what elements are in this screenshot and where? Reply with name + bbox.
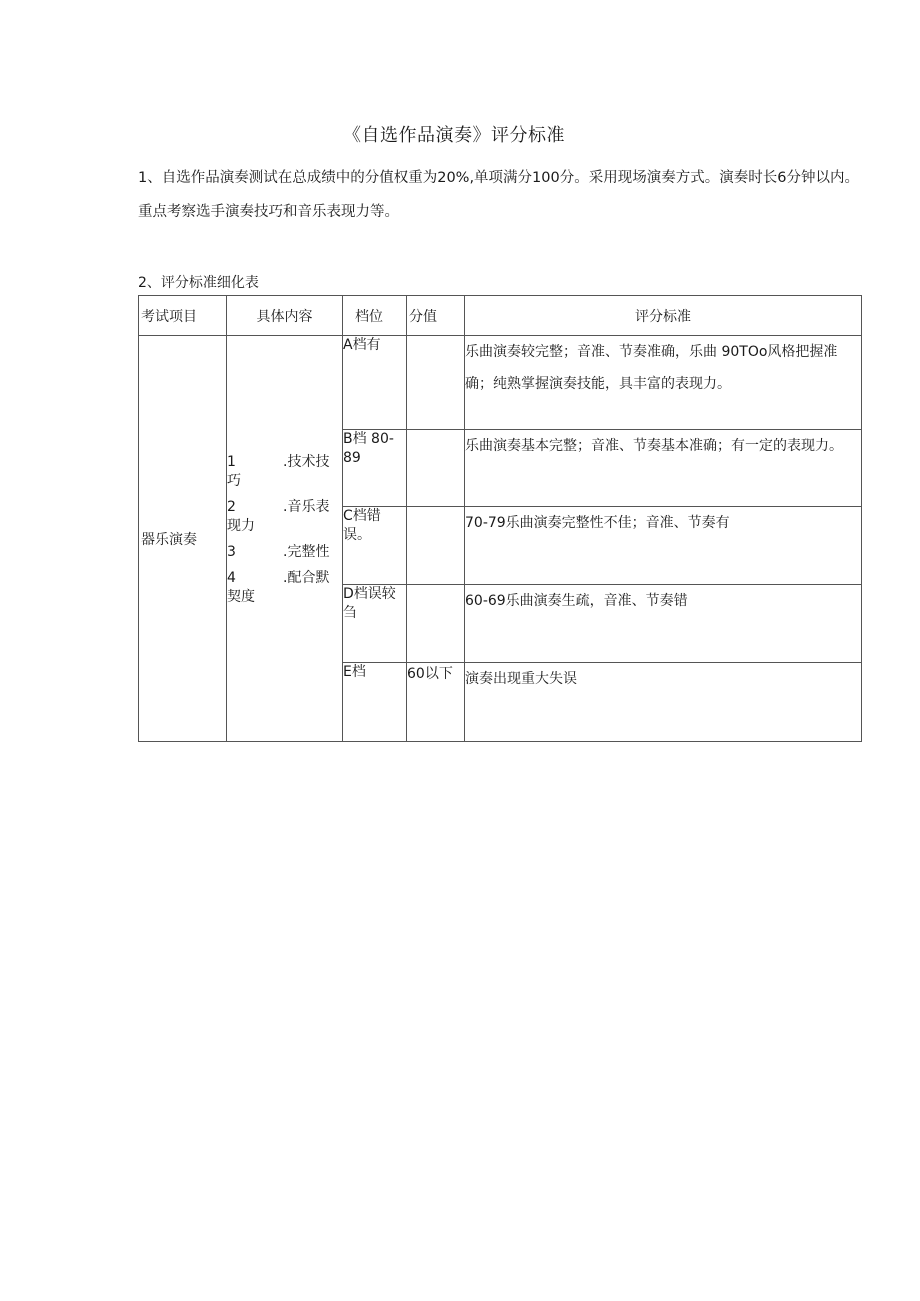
content-item-number: 3 [227,544,236,560]
content-item-text: .配合默 [283,570,330,586]
content-list [227,453,342,624]
standard-cell-c: 70-79乐曲演奏完整性不佳；音准、节奏有 [465,507,862,585]
score-cell-d [407,585,465,663]
content-item [227,543,340,562]
standard-cell-a: 乐曲演奏较完整；音准、节奏准确，乐曲 90TOo风格把握准确；纯熟掌握演奏技能，具丰富的表现力。 [465,336,862,430]
content-item [227,453,340,491]
level-cell-b: B档 80-89 [343,430,407,507]
table-row [139,336,862,430]
standard-cell-e: 演奏出现重大失误 [465,663,862,742]
content-item-text-cont: 巧 [227,473,241,489]
section-heading: 2、评分标准细化表 [138,275,259,291]
content-item-text: .完整性 [283,544,330,560]
content-item [227,498,340,536]
standard-cell-d: 60-69乐曲演奏生疏，音准、节奏错 [465,585,862,663]
scoring-table [138,295,862,742]
content-item-text: .音乐表 [283,499,330,515]
standard-cell-b: 乐曲演奏基本完整；音准、节奏基本准确；有一定的表现力。 [465,430,862,507]
content-item-number: 4 [227,570,236,586]
document-title: 《自选作品演奏》评分标准 [343,125,565,146]
score-cell-c [407,507,465,585]
level-cell-c: C档错误。 [343,507,407,585]
score-cell-a [407,336,465,430]
content-cell [227,336,343,742]
header-standard: 评分标准 [465,296,862,336]
content-item-number: 1 [227,454,236,470]
header-content: 具体内容 [227,296,343,336]
content-item [227,569,340,607]
header-exam-item: 考试项目 [139,296,227,336]
score-cell-b [407,430,465,507]
header-level: 档位 [343,296,407,336]
content-item-text-cont: 契度 [227,589,255,605]
exam-item-cell: 器乐演奏 [139,336,227,742]
intro-paragraph: 1、自选作品演奏测试在总成绩中的分值权重为20%,单项满分100分。采用现场演奏方式。演奏时长6分钟以内。重点考察选手演奏技巧和音乐表现力等。 [138,170,859,220]
content-item-text: .技术技 [283,454,330,470]
level-cell-e: E档 [343,663,407,742]
header-score: 分值 [407,296,465,336]
content-item-number: 2 [227,499,236,515]
content-item-text-cont: 现力 [227,518,255,534]
level-cell-a: A档有 [343,336,407,430]
score-cell-e: 60以下 [407,663,465,742]
table-header-row [139,296,862,336]
level-cell-d: D档误较刍 [343,585,407,663]
